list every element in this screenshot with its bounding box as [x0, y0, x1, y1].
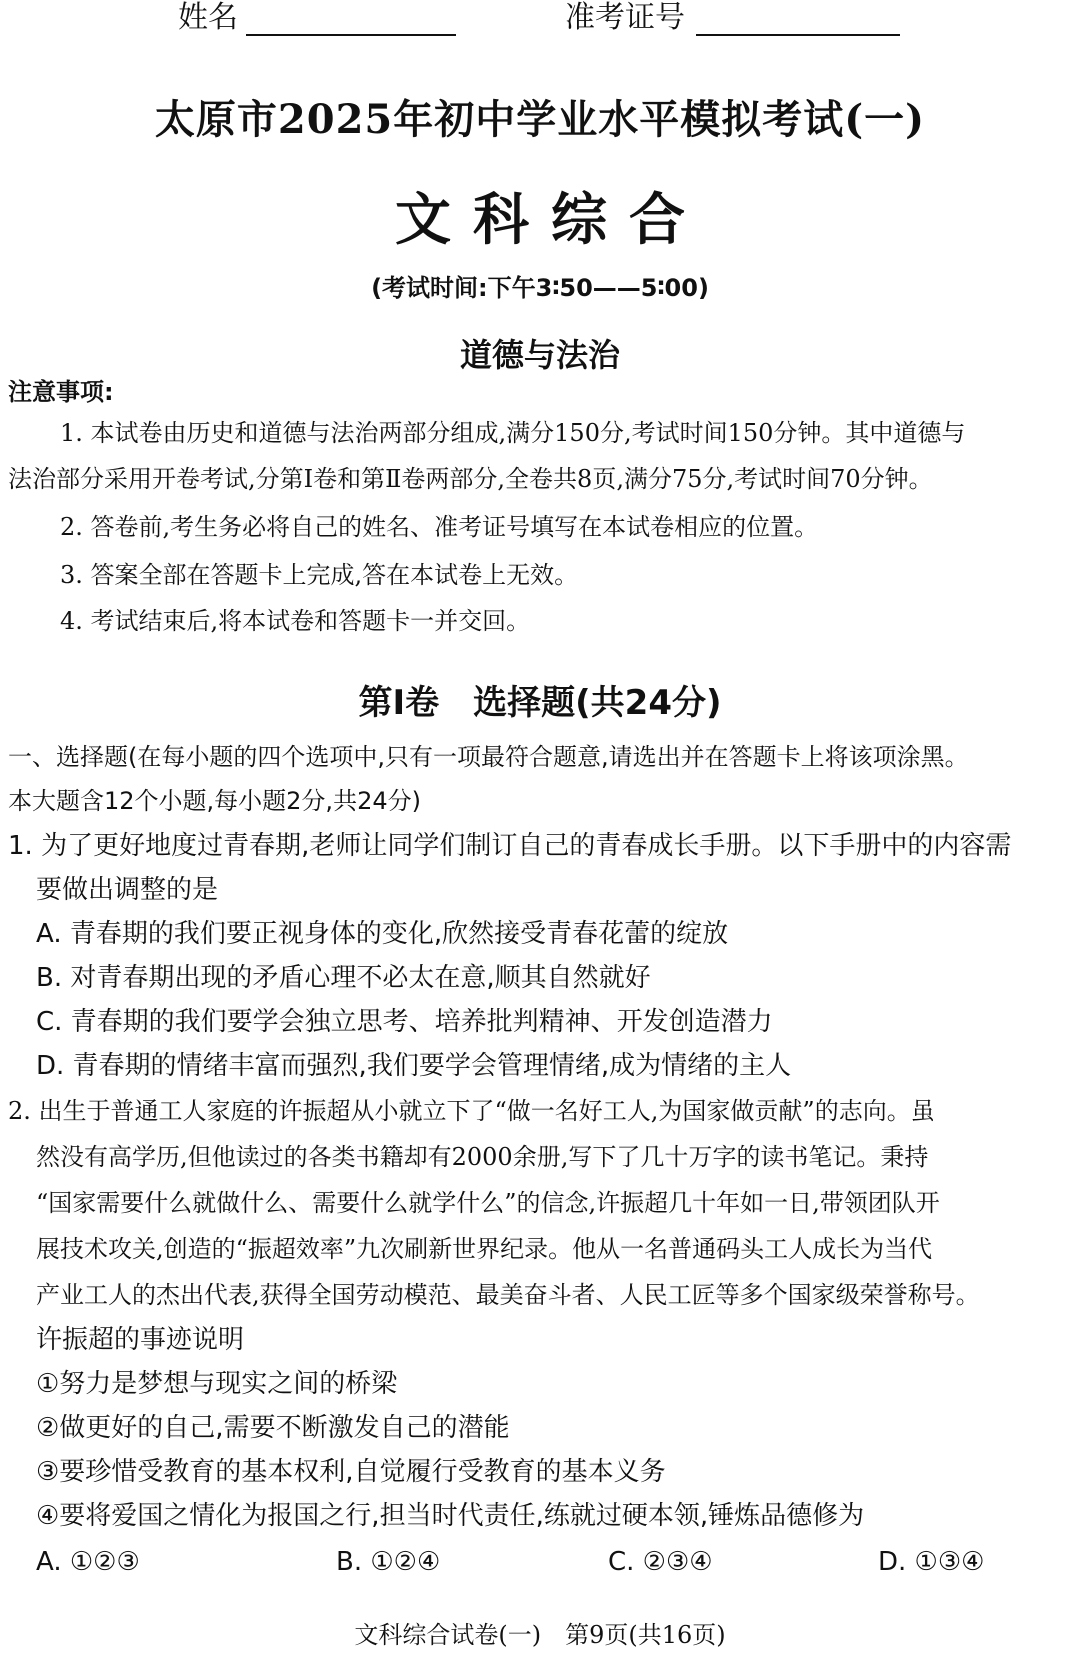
q2-statement-2: ②做更好的自己,需要不断激发自己的潜能: [36, 1413, 510, 1443]
q1-option-c: C. 青春期的我们要学会独立思考、培养批判精神、开发创造潜力: [36, 1007, 773, 1037]
q2-stem-line-5: 产业工人的杰出代表,获得全国劳动模范、最美奋斗者、人民工匠等多个国家级荣誉称号。: [36, 1281, 980, 1309]
page-footer: 文科综合试卷(一) 第9页(共16页): [354, 1621, 726, 1649]
q2-option-a: A. ①②③: [36, 1547, 140, 1577]
name-label: 姓名: [178, 0, 238, 35]
exam-time: (考试时间:下午3∶50——5∶00): [371, 274, 709, 302]
name-blank: [246, 34, 456, 36]
q2-stem-line-3: “国家需要什么就做什么、需要什么就学什么”的信念,许振超几十年如一日,带领团队开: [36, 1189, 940, 1217]
part-title: 道德与法治: [459, 336, 620, 374]
q2-option-d: D. ①③④: [878, 1547, 985, 1577]
notice-item-3: 3. 答案全部在答题卡上完成,答在本试卷上无效。: [60, 561, 579, 589]
section-instructions-line-2: 本大题含12个小题,每小题2分,共24分): [8, 787, 421, 815]
notice-item-1-line-1: 1. 本试卷由历史和道德与法治两部分组成,满分150分,考试时间150分钟。其中道德与: [60, 419, 966, 447]
q1-stem-line-1: 1. 为了更好地度过青春期,老师让同学们制订自己的青春成长手册。以下手册中的内容需: [8, 831, 1012, 861]
notice-heading: 注意事项:: [8, 378, 114, 406]
q2-statement-1: ①努力是梦想与现实之间的桥梁: [36, 1369, 398, 1399]
section-instructions-line-1: 一、选择题(在每小题的四个选项中,只有一项最符合题意,请选出并在答题卡上将该项涂黑。: [8, 743, 969, 771]
notice-item-2: 2. 答卷前,考生务必将自己的姓名、准考证号填写在本试卷相应的位置。: [60, 513, 819, 541]
q1-option-b: B. 对青春期出现的矛盾心理不必太在意,顺其自然就好: [36, 963, 651, 993]
q2-option-b: B. ①②④: [336, 1547, 441, 1577]
q2-stem-line-4: 展技术攻关,创造的“振超效率”九次刷新世界纪录。他从一名普通码头工人成长为当代: [36, 1235, 933, 1263]
q2-statement-4: ④要将爱国之情化为报国之行,担当时代责任,练就过硬本领,锤炼品德修为: [36, 1501, 865, 1531]
q2-stem-line-6: 许振超的事迹说明: [36, 1325, 245, 1355]
section-title: 第Ⅰ卷 选择题(共24分): [358, 683, 722, 723]
q2-stem-line-2: 然没有高学历,但他读过的各类书籍却有2000余册,写下了几十万字的读书笔记。秉持: [36, 1143, 929, 1171]
q2-stem-line-1: 2. 出生于普通工人家庭的许振超从小就立下了“做一名好工人,为国家做贡献”的志向。虽: [8, 1097, 935, 1125]
notice-item-4: 4. 考试结束后,将本试卷和答题卡一并交回。: [60, 607, 531, 635]
q1-option-d: D. 青春期的情绪丰富而强烈,我们要学会管理情绪,成为情绪的主人: [36, 1051, 792, 1081]
exam-id-blank: [696, 34, 900, 36]
q1-option-a: A. 青春期的我们要正视身体的变化,欣然接受青春花蕾的绽放: [36, 919, 729, 949]
exam-id-label: 准考证号: [565, 0, 685, 35]
q2-option-c: C. ②③④: [608, 1547, 713, 1577]
q1-stem-line-2: 要做出调整的是: [36, 875, 219, 905]
subject-title: 文科综合: [395, 188, 707, 253]
q2-statement-3: ③要珍惜受教育的基本权利,自觉履行受教育的基本义务: [36, 1457, 666, 1487]
notice-item-1-line-2: 法治部分采用开卷考试,分第Ⅰ卷和第Ⅱ卷两部分,全卷共8页,满分75分,考试时间70分钟。: [8, 465, 933, 493]
exam-title: 太原市2025年初中学业水平模拟考试(一): [154, 96, 926, 143]
